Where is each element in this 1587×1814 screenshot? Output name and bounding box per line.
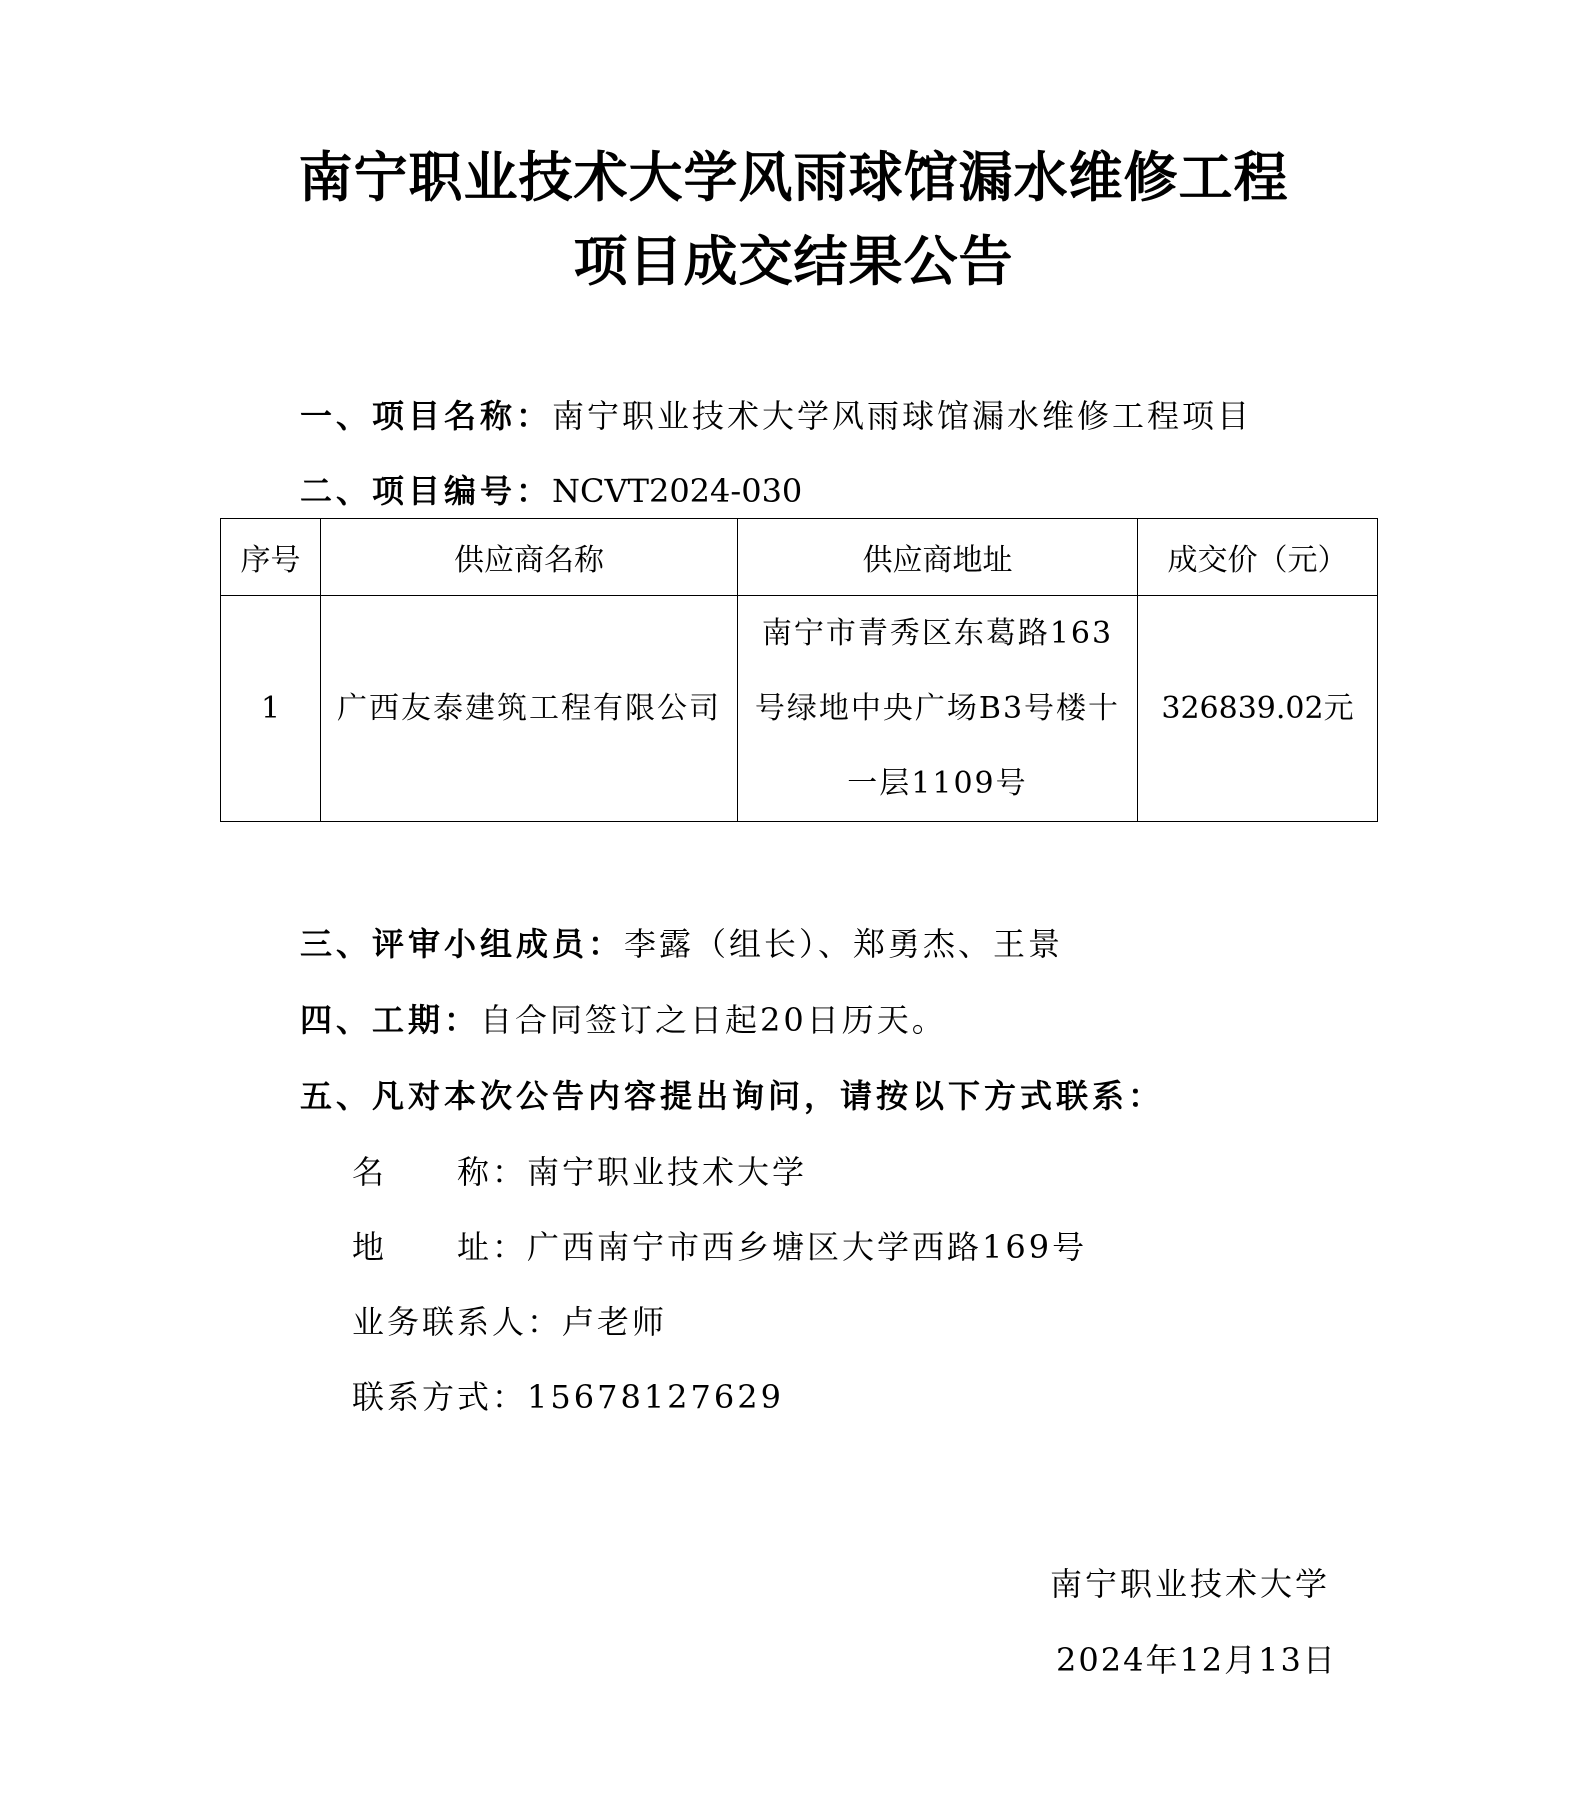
- review-panel-line: [300, 922, 1063, 966]
- duration-value: 自合同签订之日起20日历天。: [480, 1001, 947, 1039]
- duration-label: 四、工期：: [300, 1001, 481, 1039]
- project-number-value: NCVT2024-030: [552, 472, 803, 510]
- page-title-line-2: 项目成交结果公告: [573, 230, 1014, 293]
- table-header-row: [221, 519, 1378, 596]
- inquiry-line: [300, 1074, 1164, 1118]
- contact-name-line: [352, 1150, 807, 1194]
- contact-name-value: 南宁职业技术大学: [527, 1153, 808, 1191]
- contact-name-label: 名 称：: [352, 1153, 528, 1191]
- contact-address-line: [352, 1225, 1087, 1269]
- project-number-line: [300, 469, 802, 513]
- contact-person-label: 业务联系人：: [352, 1303, 563, 1341]
- cell-supplier-address: 南宁市青秀区东葛路163号绿地中央广场B3号楼十一层1109号: [737, 596, 1137, 822]
- project-name-value: 南宁职业技术大学风雨球馆漏水维修工程项目: [552, 397, 1253, 435]
- table-row: [221, 596, 1378, 822]
- header-price: 成交价（元）: [1137, 519, 1377, 596]
- cell-seq: 1: [221, 596, 321, 822]
- award-table: [220, 518, 1378, 822]
- review-panel-label: 三、评审小组成员：: [300, 925, 625, 963]
- contact-phone-label: 联系方式：: [352, 1378, 528, 1416]
- contact-phone-value: 15678127629: [527, 1378, 784, 1416]
- cell-price: 326839.02元: [1137, 596, 1377, 822]
- contact-person-value: 卢老师: [562, 1303, 668, 1341]
- contact-address-label: 地 址：: [352, 1228, 528, 1266]
- contact-person-line: [352, 1300, 667, 1344]
- signature-organization: 南宁职业技术大学: [1050, 1565, 1331, 1603]
- inquiry-label: 五、凡对本次公告内容提出询问，请按以下方式联系：: [300, 1077, 1165, 1115]
- page-title-line-1: 南宁职业技术大学风雨球馆漏水维修工程: [298, 146, 1289, 209]
- header-supplier-address: 供应商地址: [737, 519, 1137, 596]
- contact-phone-line: [352, 1375, 784, 1419]
- duration-line: [300, 998, 947, 1042]
- header-seq: 序号: [221, 519, 321, 596]
- project-name-line: [300, 394, 1252, 438]
- review-panel-value: 李露（组长）、郑勇杰、王景: [624, 925, 1064, 963]
- cell-supplier-name: 广西友泰建筑工程有限公司: [321, 596, 738, 822]
- project-number-label: 二、项目编号：: [300, 472, 553, 510]
- project-name-label: 一、项目名称：: [300, 397, 553, 435]
- header-supplier-name: 供应商名称: [321, 519, 738, 596]
- signature-date: 2024年12月13日: [1056, 1641, 1337, 1679]
- contact-address-value: 广西南宁市西乡塘区大学西路169号: [527, 1228, 1088, 1266]
